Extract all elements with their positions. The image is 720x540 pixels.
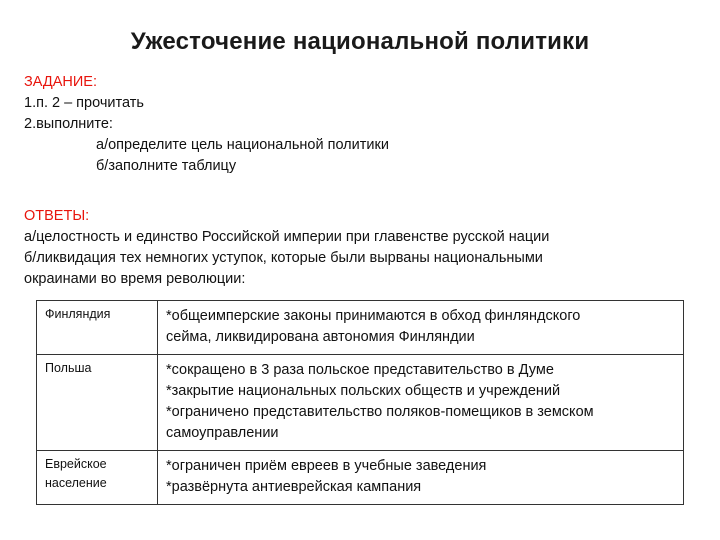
table-row [37, 301, 684, 355]
task-subline: а/определите цель национальной политики [96, 137, 389, 153]
measure-line: *ограничено представительство поляков-помещиков в земском [166, 404, 594, 420]
measures-cell [158, 451, 684, 505]
measure-line: сейма, ликвидирована автономия Финляндии [166, 329, 475, 345]
answers-heading: ОТВЕТЫ: [24, 208, 90, 224]
measure-line: *закрытие национальных польских обществ и учреждений [166, 383, 561, 399]
measure-line: *сокращено в 3 раза польское представительство в Думе [166, 362, 554, 378]
policy-table [36, 300, 684, 505]
answer-line: окраинами во время революции: [24, 271, 246, 287]
slide-title: Ужесточение национальной политики [130, 28, 590, 55]
task-line: 1.п. 2 – прочитать [24, 95, 144, 111]
measure-line: *развёрнута антиеврейская кампания [166, 479, 422, 495]
answers-block [24, 206, 704, 290]
region-cell [37, 301, 158, 355]
table-row [37, 355, 684, 451]
answer-line: а/целостность и единство Российской империи при главенстве русской нации [24, 229, 550, 245]
region-label: население [45, 476, 107, 490]
region-label: Еврейское [45, 457, 107, 471]
measure-line: самоуправлении [166, 425, 279, 441]
task-heading: ЗАДАНИЕ: [24, 74, 97, 90]
measure-line: *общеимперские законы принимаются в обход финляндского [166, 308, 581, 324]
measures-cell [158, 301, 684, 355]
region-cell [37, 451, 158, 505]
answer-line: б/ликвидация тех немногих уступок, которые были вырваны национальными [24, 250, 543, 266]
region-label: Польша [45, 361, 92, 375]
task-block [24, 72, 704, 177]
task-subline: б/заполните таблицу [96, 158, 237, 174]
measures-cell [158, 355, 684, 451]
region-cell [37, 355, 158, 451]
measure-line: *ограничен приём евреев в учебные заведения [166, 458, 487, 474]
region-label: Финляндия [45, 307, 111, 321]
table-row [37, 451, 684, 505]
task-line: 2.выполните: [24, 116, 113, 132]
